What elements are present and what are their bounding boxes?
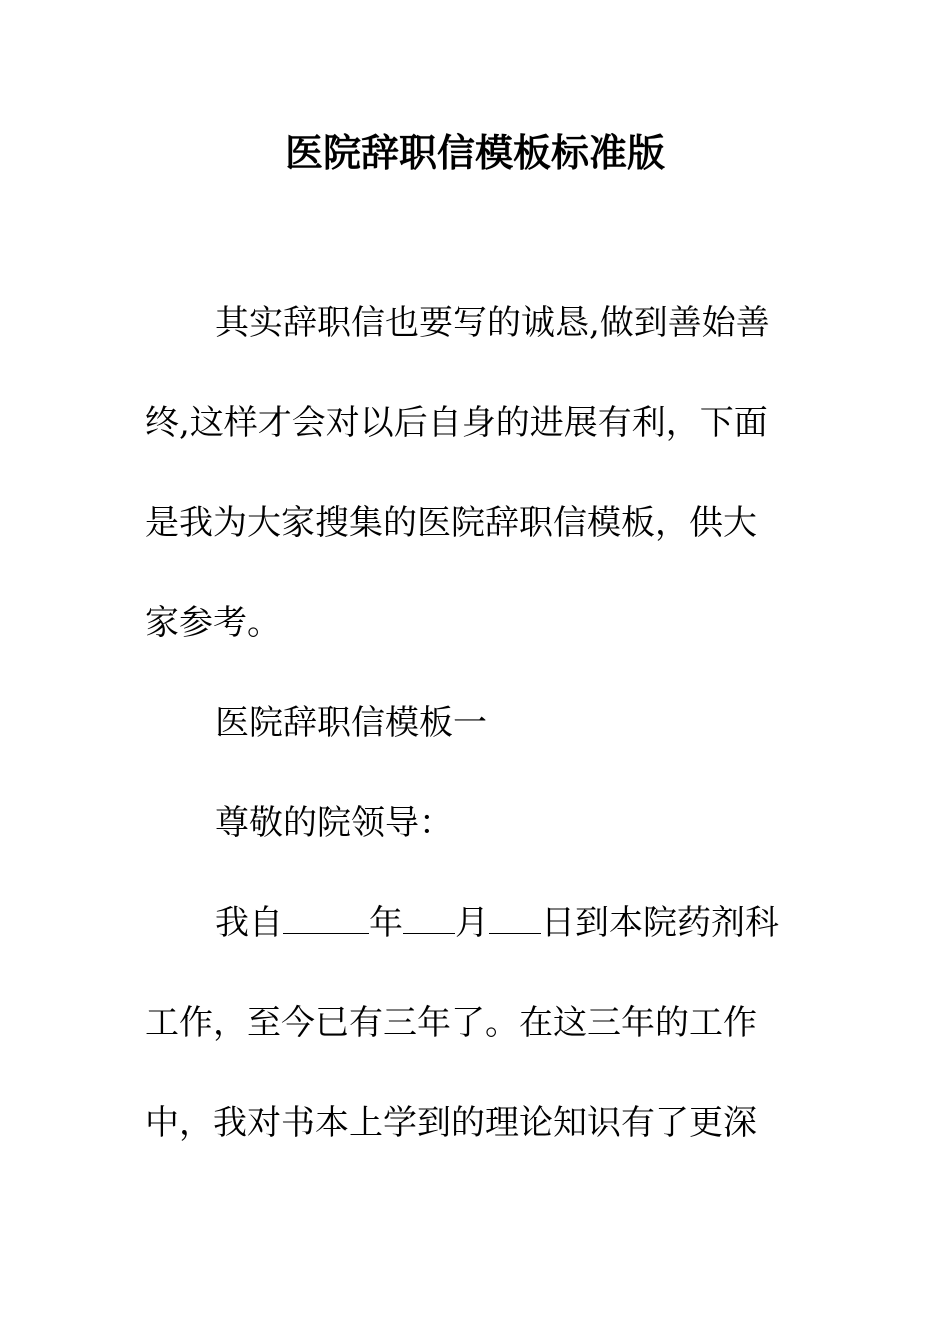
paragraph-line: 家参考。 xyxy=(145,603,281,643)
day-blank xyxy=(489,903,541,934)
salutation: 尊敬的院领导： xyxy=(215,803,453,843)
paragraph-line: 中，我对书本上学到的理论知识有了更深 xyxy=(145,1103,757,1143)
date-line-text: 月 xyxy=(455,903,489,943)
paragraph-line: 其实辞职信也要写的诚恳,做到善始善 xyxy=(215,303,770,343)
document-title: 医院辞职信模板标准版 xyxy=(284,130,665,175)
paragraph-line: 工作，至今已有三年了。在这三年的工作 xyxy=(145,1003,757,1043)
section-heading: 医院辞职信模板一 xyxy=(215,703,487,743)
month-blank xyxy=(403,903,455,934)
date-line xyxy=(215,900,805,946)
date-line-text: 日到本院药剂科 xyxy=(541,903,779,943)
paragraph-line: 终,这样才会对以后自身的进展有利，下面 xyxy=(145,403,768,443)
date-line-text: 年 xyxy=(369,903,403,943)
year-blank xyxy=(283,903,369,934)
date-line-text: 我自 xyxy=(215,903,283,943)
paragraph-line: 是我为大家搜集的医院辞职信模板，供大 xyxy=(145,503,757,543)
